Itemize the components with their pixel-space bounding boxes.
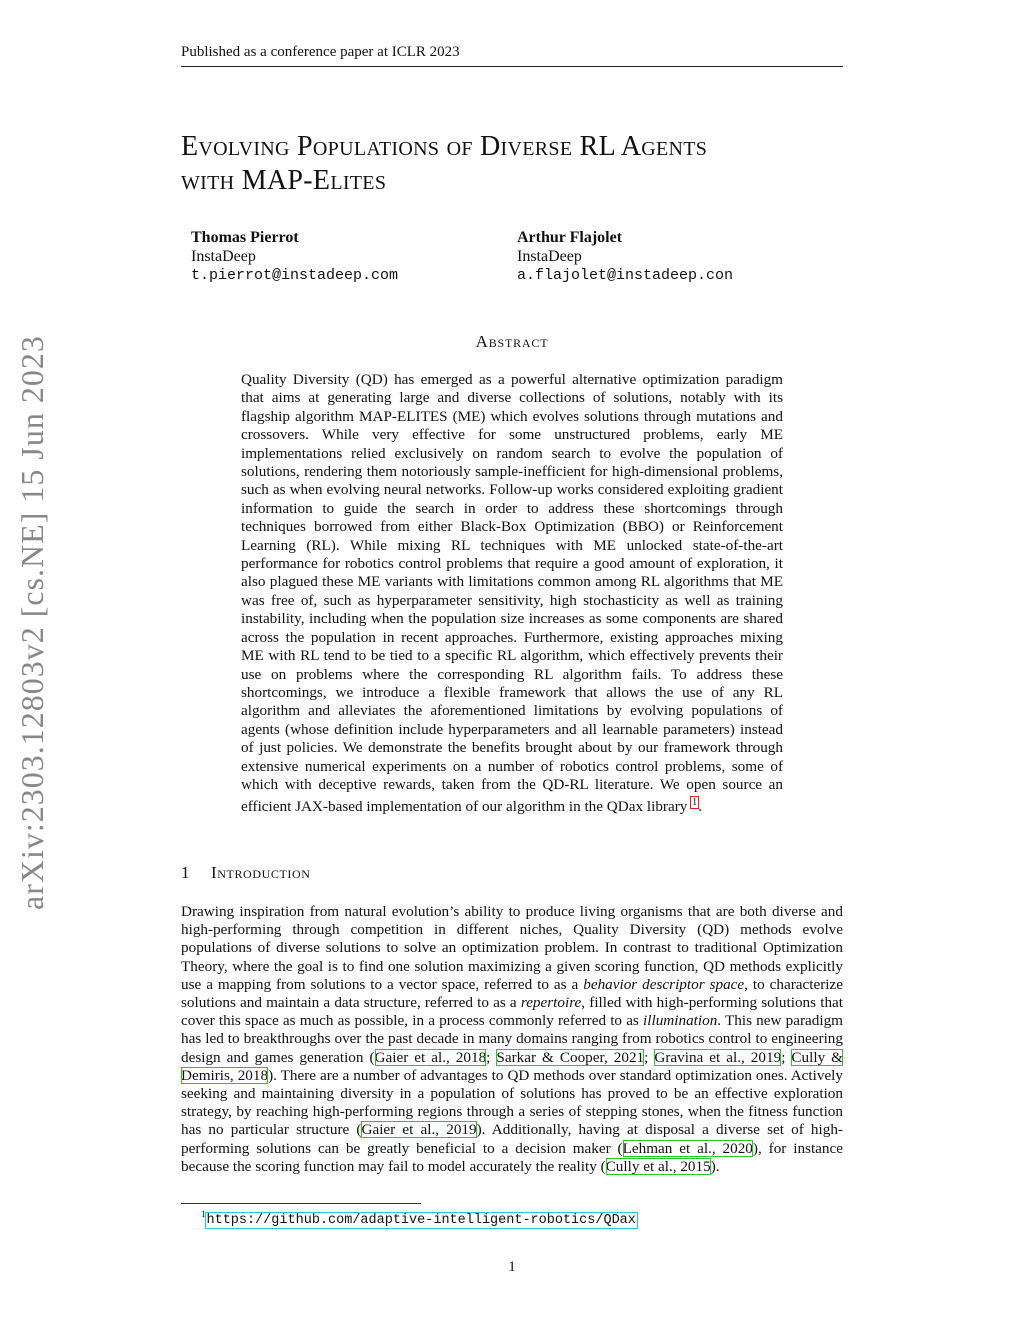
intro-text: ). xyxy=(710,1157,720,1175)
abstract-body: Quality Diversity (QD) has emerged as a powerful alternative optimization paradigm that aims at generating large and diverse collections of solutions, notably with its flagship algorithm MAP-ELITES (ME) which evolves solutions through mutations and crossovers. While very effective for some unstructured problems, early ME implementations relied exclusively on random search to evolve the population of solutions, rendering them notoriously sample-inefficient for high-dimensional problems, such as when evolving neural networks. Follow-up works considered exploiting gradient information to guide the search in order to address these shortcomings through techniques borrowed from either Black-Box Optimization (BBO) or Reinforcement Learning (RL). While mixing RL techniques with ME unlocked state-of-the-art performance for robotics control problems that require a good amount of exploration, it also plagued these ME variants with limitations common among RL algorithms that ME was free of, such as hyperparameter sensitivity, high stochasticity as well as training instability, including when the population size increases as some components are shared across the population in recent approaches. Furthermore, existing approaches mixing ME with RL tend to be tied to a specific RL algorithm, which effectively prevents their use on problems where the corresponding RL algorithm fails. To address these shortcomings, we introduce a flexible framework that allows the use of any RL algorithm and alleviates the aforementioned limitations by evolving populations of agents (whose definition include hyperparameters and all learnable parameters) instead of just policies. We demonstrate the benefits brought about by our framework through extensive numerical experiments on a number of robotics control problems, some of which with deceptive rewards, taken from the QD-RL literature. We open source an efficient JAX-based implementation of our algorithm in the QDax library $^1$. xyxy=(241,371,783,816)
footnote-mark: 1 xyxy=(201,1209,206,1219)
footnote xyxy=(201,1209,637,1228)
author-email[interactable]: a.flajolet@instadeep.con xyxy=(517,267,734,284)
citation-link[interactable]: Cully et al., 2015 xyxy=(605,1157,711,1175)
intro-term: behavior descriptor space xyxy=(583,975,745,993)
footnote-rule xyxy=(181,1203,421,1204)
intro-term: repertoire xyxy=(520,994,582,1012)
header-rule xyxy=(181,66,843,67)
citation-link[interactable]: Gaier et al., 2018 xyxy=(374,1048,487,1066)
footnote-url-link[interactable]: https://github.com/adaptive-intelligent-robotics/QDax xyxy=(206,1212,636,1228)
citation-link[interactable]: Sarkar & Cooper, 2021 xyxy=(496,1048,645,1066)
running-header: Published as a conference paper at ICLR 2023 xyxy=(181,44,460,60)
intro-text: Drawing inspiration from natural evolution’s ability to produce living organisms that are both diverse and high-performing through competition in different niches, Quality Diversity (QD) methods evolve populations of diverse solutions to solve an optimization problem. In contrast to traditional Optimization Theory, where the goal is to find one solution maximizing a given scoring function, QD methods explicitly use a mapping from solutions to a vector space, referred to as a xyxy=(181,903,843,993)
intro-text: , filled with high-performing solutions that cover this space as much as possible, in a process commonly referred to as xyxy=(181,994,843,1030)
citation-link[interactable]: Lehman et al., 2020 xyxy=(622,1139,753,1157)
abstract-heading: Abstract xyxy=(475,332,549,351)
introduction-paragraph: Drawing inspiration from natural evolution’s ability to produce living organisms that are both diverse and high-performing through competition in different niches, Quality Diversity (QD) methods evolve populations of diverse solutions to solve an optimization problem. In contrast to traditional Optimization Theory, where the goal is to find one solution maximizing a given scoring function, QD methods explicitly use a mapping from solutions to a vector space, referred to as a behavior descriptor space, to characterize solutions and maintain a data structure, referred to as a repertoire, filled with high-performing solutions that cover this space as much as possible, in a process commonly referred to as illumination. This new paradigm has led to breakthroughs over the past decade in many domains ranging from robotics control to engineering design and games generation (Gaier et al., 2018; Sarkar & Cooper, 2021; Gravina et al., 2019; Cully & Demiris, 2018). There are a number of advantages to QD methods over standard optimization ones. Actively seeking and maintaining diversity in a population of solutions has proved to be an effective exploration strategy, by reaching high-performing regions through a series of stepping stones, when the fitness function has no particular structure (Gaier et al., 2019). Additionally, having at disposal a diverse set of high-performing solutions can be greatly beneficial to a decision maker (Lehman et al., 2020), for instance because the scoring function may fail to model accurately the reality (Cully et al., 2015). xyxy=(181,903,844,1175)
title-line-1: Evolving Populations of Diverse RL Agents xyxy=(181,131,708,162)
intro-term: illumination xyxy=(643,1012,718,1030)
page-number: 1 xyxy=(508,1259,516,1275)
author-affiliation: InstaDeep xyxy=(191,248,256,265)
section-title: Introduction xyxy=(211,863,311,882)
citation-link[interactable]: Cully & Demiris, 2018 xyxy=(181,1048,843,1084)
intro-text: ), for instance because the scoring function may fail to model accurately the reality ( xyxy=(181,1139,843,1175)
abstract-text: Quality Diversity (QD) has emerged as a powerful alternative optimization paradigm that aims at generating large and diverse collections of solutions, notably with its flagship algorithm MAP-ELITES (ME) which evolves solutions through mutations and crossovers. While very effective for some unstructured problems, early ME implementations relied exclusively on random search to evolve the population of solutions, rendering them notoriously sample-inefficient for high-dimensional problems, such as when evolving neural networks. Follow-up works considered exploiting gradient information to guide the search in order to address these shortcomings through techniques borrowed from either Black-Box Optimization (BBO) or Reinforcement Learning (RL). While mixing RL techniques with ME unlocked state-of-the-art performance for robotics control problems that require a good amount of exploration, it also plagued these ME variants with limitations common among RL algorithms that ME was free of, such as hyperparameter sensitivity, high stochasticity as well as training instability, including when the population size increases as some components are shared across the population in recent approaches. Furthermore, existing approaches mixing ME with RL tend to be tied to a specific RL algorithm, which effectively prevents their use on problems where the corresponding RL algorithm fails. To address these shortcomings, we introduce a flexible framework that allows the use of any RL algorithm and alleviates the aforementioned limitations by evolving populations of agents (whose definition include hyperparameters and all learnable parameters) instead of just policies. We demonstrate the benefits brought about by our framework through extensive numerical experiments on a number of robotics control problems, some of which with deceptive rewards, taken from the QD-RL literature. We open source an efficient JAX-based implementation of our algorithm in the QDax library xyxy=(241,371,783,816)
author-name: Thomas Pierrot xyxy=(191,229,299,246)
author-name: Arthur Flajolet xyxy=(517,229,623,246)
author-email[interactable]: t.pierrot@instadeep.com xyxy=(191,267,399,284)
section-number: 1 xyxy=(181,863,191,882)
author-block-1 xyxy=(191,228,398,285)
intro-text: . This new paradigm has led to breakthroughs over the past decade in many domains ranging from robotics control to engineering design and games generation ( xyxy=(181,1012,843,1066)
author-affiliation: InstaDeep xyxy=(517,248,582,265)
intro-text: ). There are a number of advantages to QD methods over standard optimization ones. Actively seeking and maintaining diversity in a population of solutions has proved to be an effective exploration strategy, by reaching high-performing regions through a series of stepping stones, when the fitness function has no particular structure ( xyxy=(181,1066,843,1139)
title-line-2: with MAP-Elites xyxy=(181,165,387,196)
citation-link[interactable]: Gravina et al., 2019 xyxy=(654,1048,782,1066)
arxiv-identifier: arXiv:2303.12803v2 [cs.NE] 15 Jun 2023 xyxy=(14,335,50,910)
citation-link[interactable]: Gaier et al., 2019 xyxy=(361,1121,477,1139)
section-heading xyxy=(181,863,311,883)
author-block-2 xyxy=(517,228,733,285)
intro-text: , to characterize solutions and maintain a data structure, referred to as a xyxy=(181,975,844,1012)
footnote-reference[interactable]: 1 xyxy=(692,797,698,809)
intro-text: ). Additionally, having at disposal a diverse set of high-performing solutions can be greatly beneficial to a decision maker ( xyxy=(181,1121,843,1157)
paper-title xyxy=(181,130,851,198)
